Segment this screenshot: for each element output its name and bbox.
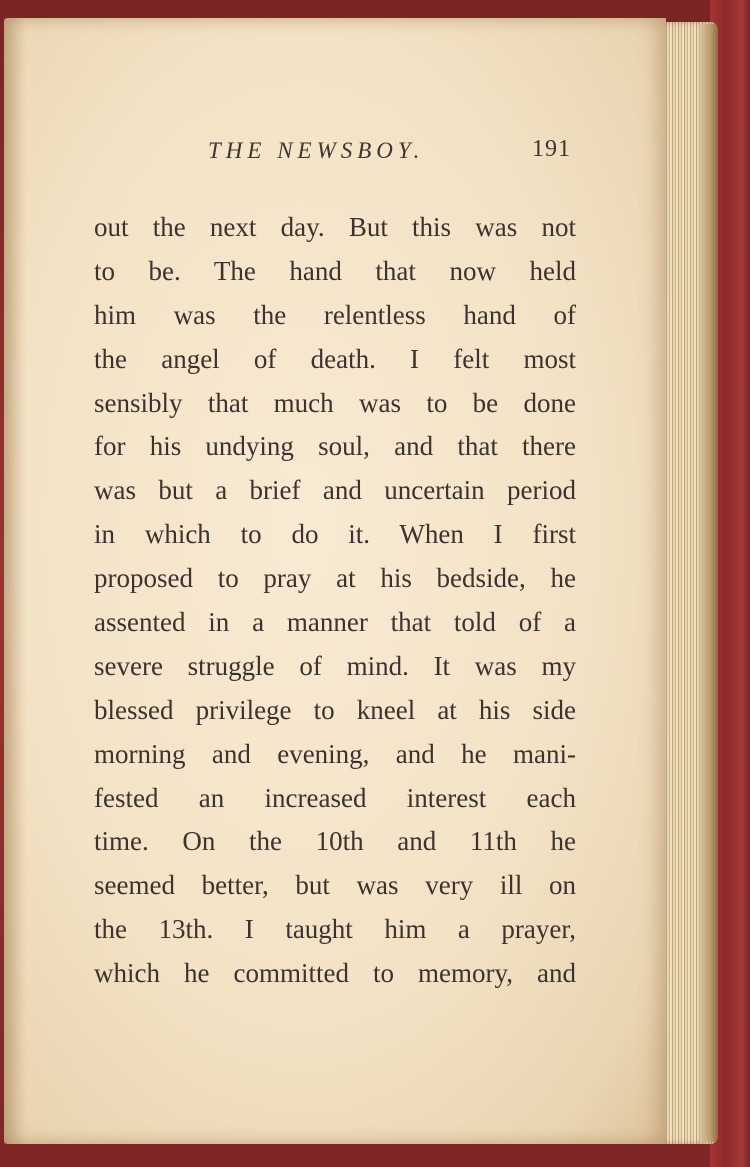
page-edge-gilt <box>700 24 718 1142</box>
page-number: 191 <box>532 136 571 162</box>
text-line: time. On the 10th and 11th he <box>94 826 576 857</box>
text-line: the 13th. I taught him a prayer, <box>94 914 576 945</box>
text-line: which he committed to memory, and <box>94 958 576 989</box>
book-page <box>4 18 666 1144</box>
body-text <box>94 206 576 996</box>
text-line: fested an increased interest each <box>94 782 576 813</box>
text-line: the angel of death. I felt most <box>94 343 576 374</box>
text-line: out the next day. But this was not <box>94 212 576 242</box>
text-line: proposed to pray at his bedside, he <box>94 563 576 594</box>
text-line: severe struggle of mind. It was my <box>94 650 576 681</box>
text-line: for his undying soul, and that there <box>94 431 576 462</box>
text-line: blessed privilege to kneel at his side <box>94 694 576 725</box>
text-line: to be. The hand that now held <box>94 255 576 286</box>
running-title: THE NEWSBOY. <box>208 138 425 163</box>
text-line: him was the relentless hand of <box>94 299 576 330</box>
text-line: sensibly that much was to be done <box>94 387 576 418</box>
text-line: was but a brief and uncertain period <box>94 475 576 506</box>
text-line: assented in a manner that told of a <box>94 607 576 638</box>
text-line: morning and evening, and he mani- <box>94 738 576 769</box>
text-line: seemed better, but was very ill on <box>94 870 576 901</box>
text-line: in which to do it. When I first <box>94 519 576 550</box>
gutter-shadow <box>4 18 26 1144</box>
